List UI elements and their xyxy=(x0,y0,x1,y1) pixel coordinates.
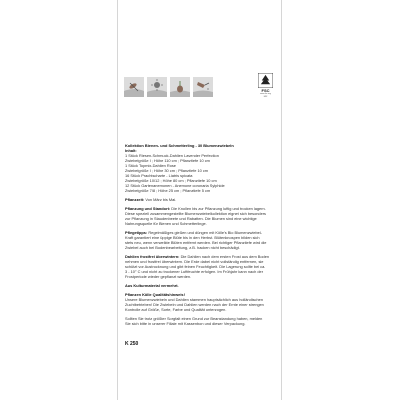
fsc-site: www.fsc.org xyxy=(260,93,271,95)
contents-line: 1 Stück Riesen-Schmuck-Dahlien Lavender Perfection xyxy=(125,153,219,158)
standort-line: Diese speziell zusammengestellte Blumenzwiebelkollektion eignet sich besonders xyxy=(125,211,267,216)
contents-line: 16 Stück Prachtscharte - Liatris spicata xyxy=(125,173,193,178)
ueberwintern-line: 3 - 10° C und nicht zu trockener Luftfeuchte erfolgen. Im Frühjahr kann nach der xyxy=(125,269,264,274)
pflegetipps-line: stets neu, wenn verwelkte Blüten entfernt werden. Bei richtiger Pflanztiefe wird die xyxy=(125,240,267,245)
contents-line: 1 Stück Topmix-Dahlien Rose xyxy=(125,163,176,168)
ueberwintern-line: Frostperiode wieder gepflanzt werden. xyxy=(125,274,192,279)
qualitaet-line: Unsere Blumenzwiebeln und Dahlien stammen hauptsächlich aus holländischen xyxy=(125,297,263,302)
qualitaet-line: Zuchtbetrieben! Die Zwiebeln und Dahlien werden nach der Ernte einer strengen xyxy=(125,302,264,307)
pflegetipps-line: Kraft garantiert eine üppige Blüte bis in den Herbst. Blütenknospen bilden sich xyxy=(125,235,260,240)
watering-icon xyxy=(193,77,213,97)
plant-depth-icon xyxy=(124,77,144,97)
product-card xyxy=(117,0,282,400)
standort-label: Pflanzung und Standort: xyxy=(125,206,171,211)
fsc-tree-icon xyxy=(258,73,273,88)
contents-line: Zwiebelgröße I ; Höhe 110 cm ; Pflanztiefe 10 cm xyxy=(125,158,210,163)
kultur-note: Aus Kulturmaterial vermehrt. xyxy=(125,283,179,288)
fsc-label: FSC xyxy=(261,88,270,93)
bulb-icon xyxy=(170,77,190,97)
standort-line: zur Pflanzung in Staudenbeete und Rabatten. Die Blumen sind eine wichtige xyxy=(125,216,257,221)
standort-line: Nahrungsquelle für Bienen und Schmetterlinge. xyxy=(125,221,207,226)
pictogram-row xyxy=(124,77,213,97)
fsc-mix: MIX xyxy=(263,96,268,98)
ueberwintern-text: Die Dahlien nach dem ersten Frost aus dem Boden xyxy=(179,254,270,259)
contents-line: Zwiebelgröße 10/12 ; Höhe 80 cm ; Pflanztiefe 10 cm xyxy=(125,178,217,183)
fsc-logo xyxy=(254,73,277,106)
pflanzzeit-label: Pflanzzeit: xyxy=(125,197,145,202)
contents-line: Zwiebelgröße 7/8 ; Höhe 25 cm ; Pflanztiefe 5 cm xyxy=(125,188,211,193)
pflegetipps-text: Regelmäßiges gießen und düngen mit Kölle's Bio Blumenzwiebel- xyxy=(147,230,262,235)
pflanzzeit-text: Von März bis Mai. xyxy=(145,197,177,202)
article-code: K 250 xyxy=(125,341,139,347)
product-description xyxy=(125,143,278,326)
pflegetipps-line: Zwiebel auch bei Bodenbearbeitung, z.B. hacken nicht beschädigt. xyxy=(125,245,240,250)
contents-line: Zwiebelgröße I ; Höhe 30 cm ; Pflanztiefe 10 cm xyxy=(125,168,209,173)
contents-line: 12 Stück Gartenanemonen - Anemone coronaria Sylphide xyxy=(125,183,225,188)
ueberwintern-line: nehmen und frostfrei überwintern. Die Erde dabei nicht vollständig entfernen, sie xyxy=(125,259,264,264)
contents-label: Inhalt: xyxy=(125,148,137,153)
pflegetipps-label: Pflegetipps: xyxy=(125,230,148,235)
qualitaet-line: Kontrolle auf Größe, Sorte, Farbe und Qualität unterzogen. xyxy=(125,307,227,312)
ueberwintern-label: Dahlien frostfrei überwintern: xyxy=(125,254,180,259)
sun-icon xyxy=(147,77,167,97)
beanstandung-line: Sollten Sie trotz größter Sorgfalt einen Grund zur Beanstandung haben, melden xyxy=(125,316,263,321)
beanstandung-line: Sie sich bitte in unserer Filiale mit Kassenbon und dieser Verpackung. xyxy=(125,321,246,326)
collection-title: Kollektion Bienen- und Schmetterling - 30 Blumenzwiebeln xyxy=(125,143,234,148)
ueberwintern-line: schützt vor Austrocknung und gibt feinen Feuchtigkeit. Die Lagerung sollte bei ca. xyxy=(125,264,266,269)
qualitaet-label: Pflanzen Kölle Qualitätshinweis! xyxy=(125,292,185,297)
standort-text: Die Knollen bis zur Pflanzung luftig und trocken lagern. xyxy=(170,206,266,211)
